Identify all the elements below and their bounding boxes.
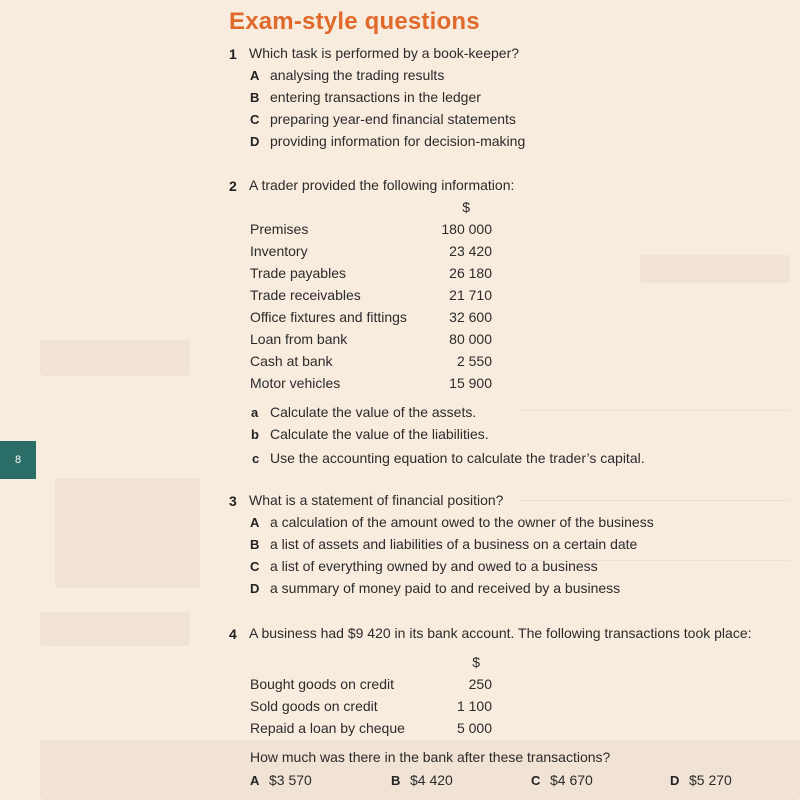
data-row-value: 2 550 [456, 353, 492, 369]
option-text: $4 670 [550, 772, 593, 788]
option-text: a calculation of the amount owed to the owner of the business [270, 514, 654, 530]
question-number: 4 [229, 626, 237, 642]
data-row-value: 5 000 [456, 720, 492, 736]
option-text: preparing year-end financial statements [270, 111, 516, 127]
option-letter: A [250, 68, 260, 83]
data-row-value: 32 600 [449, 309, 492, 325]
page-number: 8 [14, 454, 22, 466]
part-letter: c [252, 451, 260, 466]
data-row-label: Inventory [250, 243, 308, 259]
question-text: A trader provided the following information: [249, 177, 515, 193]
data-row-label: Trade payables [250, 265, 346, 281]
data-row-value: 1 100 [456, 698, 492, 714]
option-letter: B [250, 537, 260, 552]
option-letter: A [250, 515, 260, 530]
option-letter: C [531, 773, 541, 788]
option-text: providing information for decision-making [270, 133, 526, 149]
data-row-value: 26 180 [449, 265, 492, 281]
question-text: What is a statement of financial position? [249, 492, 504, 508]
bleed-through-line [520, 500, 790, 501]
option-letter: D [250, 581, 260, 596]
sub-question-text: How much was there in the bank after these transactions? [250, 749, 611, 765]
question-number: 1 [229, 46, 237, 62]
part-letter: b [251, 427, 259, 442]
option-text: $5 270 [689, 772, 732, 788]
page-number-tab [0, 441, 36, 479]
option-letter: C [250, 559, 260, 574]
option-text: a list of assets and liabilities of a business on a certain date [270, 536, 638, 552]
data-row-label: Repaid a loan by cheque [250, 720, 405, 736]
data-row-value: 80 000 [449, 331, 492, 347]
data-row-label: Trade receivables [250, 287, 361, 303]
option-text: $4 420 [410, 772, 453, 788]
data-row-value: 250 [468, 676, 492, 692]
question-text: Which task is performed by a book-keeper? [249, 45, 520, 61]
option-letter: A [250, 773, 260, 788]
currency-header: $ [472, 654, 480, 670]
question-text: A business had $9 420 in its bank account. The following transactions took place: [249, 625, 752, 641]
currency-header: $ [462, 199, 470, 215]
option-text: entering transactions in the ledger [270, 89, 481, 105]
data-row-label: Premises [250, 221, 309, 237]
option-letter: D [670, 773, 680, 788]
part-letter: a [251, 405, 259, 420]
question-number: 2 [229, 178, 237, 194]
data-row-value: 21 710 [449, 287, 492, 303]
data-row-label: Bought goods on credit [250, 676, 394, 692]
option-letter: B [391, 773, 401, 788]
data-row-value: 180 000 [441, 221, 492, 237]
page-title: Exam-style questions [229, 8, 480, 35]
option-text: analysing the trading results [270, 67, 445, 83]
bleed-through-shape [55, 478, 200, 588]
question-number: 3 [229, 493, 237, 509]
data-row-value: 23 420 [449, 243, 492, 259]
data-row-label: Loan from bank [250, 331, 348, 347]
part-text: Calculate the value of the liabilities. [270, 426, 489, 442]
data-row-label: Sold goods on credit [250, 698, 378, 714]
bleed-through-shape [40, 340, 190, 376]
data-row-label: Motor vehicles [250, 375, 341, 391]
option-text: $3 570 [269, 772, 312, 788]
option-text: a summary of money paid to and received by a business [270, 580, 621, 596]
option-letter: B [250, 90, 260, 105]
option-letter: C [250, 112, 260, 127]
option-letter: D [250, 134, 260, 149]
bleed-through-shape [640, 255, 790, 283]
part-text: Calculate the value of the assets. [270, 404, 477, 420]
part-text: Use the accounting equation to calculate the trader’s capital. [270, 450, 645, 466]
data-row-label: Cash at bank [250, 353, 333, 369]
data-row-value: 15 900 [449, 375, 492, 391]
option-text: a list of everything owned by and owed to a business [270, 558, 598, 574]
bleed-through-line [520, 410, 790, 411]
bleed-through-shape [40, 612, 190, 646]
data-row-label: Office fixtures and fittings [250, 309, 407, 325]
